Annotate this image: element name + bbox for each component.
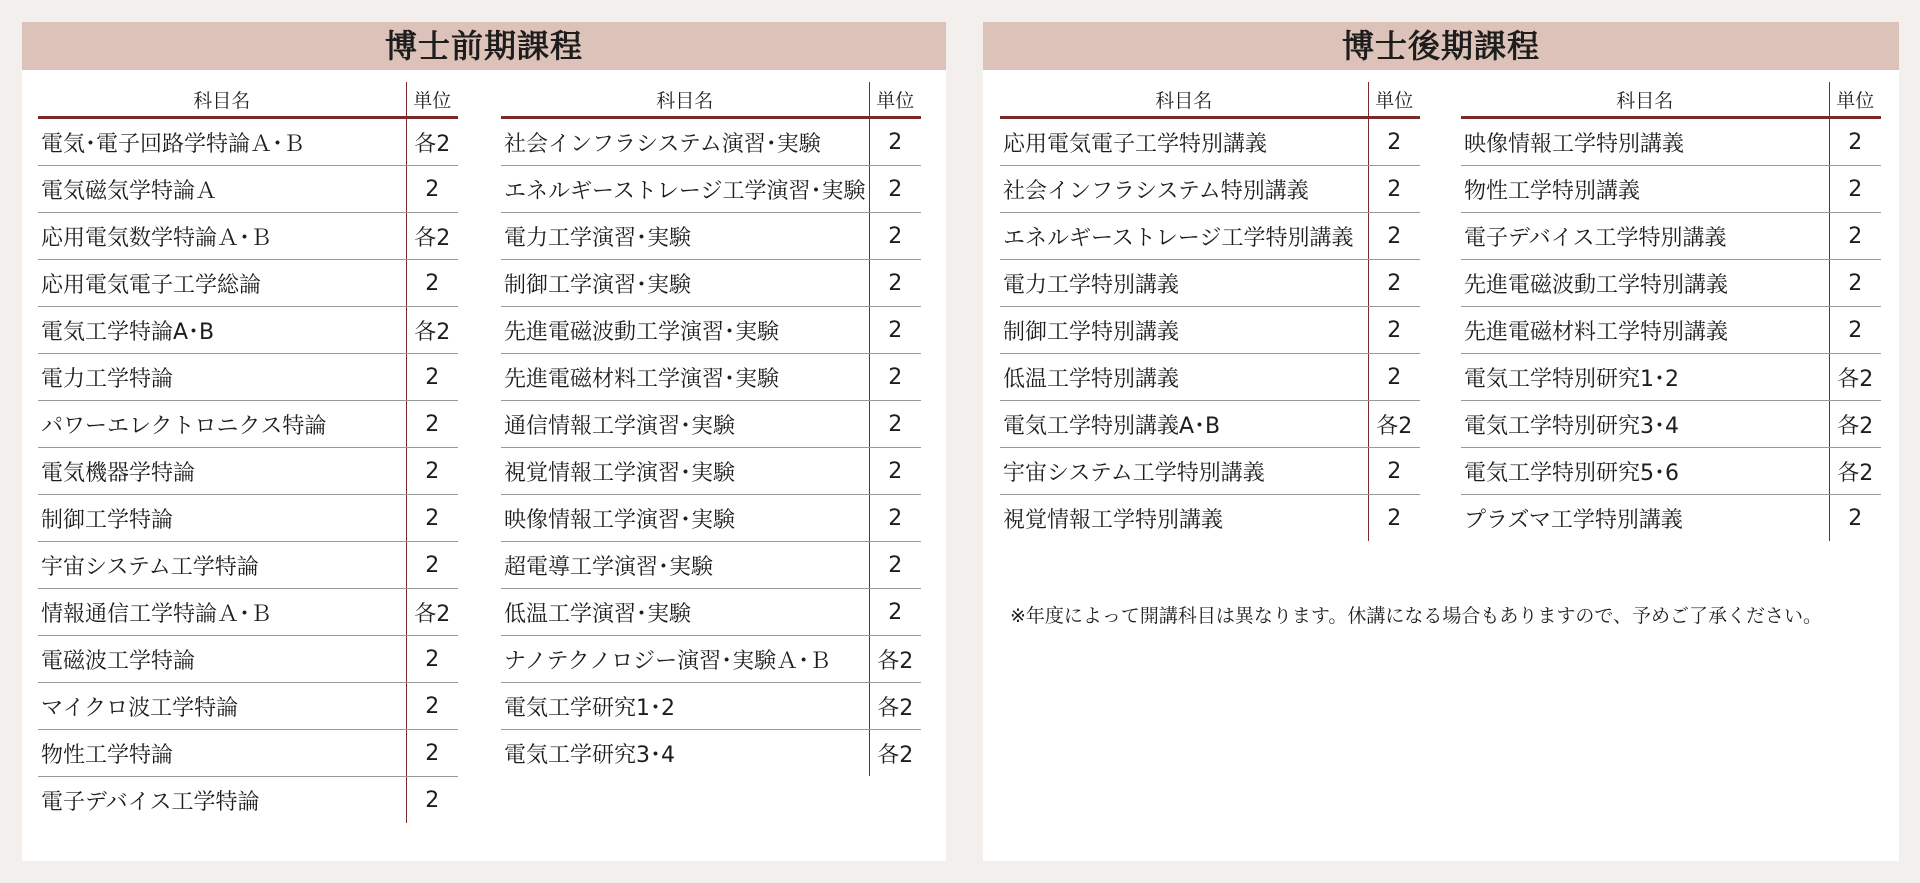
table-row <box>38 683 458 730</box>
table-row <box>501 118 921 166</box>
credits: 2 <box>869 213 921 260</box>
table-row <box>1000 495 1420 542</box>
credits: 2 <box>1829 118 1881 166</box>
credits: 2 <box>406 542 458 589</box>
table-row <box>38 589 458 636</box>
subject-name: 応用電気数学特論Ａ･Ｂ <box>38 213 406 260</box>
table-row <box>38 495 458 542</box>
credits: 2 <box>869 166 921 213</box>
subject-name: 先進電磁材料工学演習･実験 <box>501 354 869 401</box>
schedule-note: ※年度によって開講科目は異なります。休講になる場合もありますので、予めご了承ください。 <box>1010 605 1823 627</box>
table-row <box>38 260 458 307</box>
credits: 2 <box>869 354 921 401</box>
table-row <box>1461 448 1881 495</box>
table-row <box>501 542 921 589</box>
table-row <box>1461 118 1881 166</box>
table-row <box>1461 401 1881 448</box>
subject-name: 先進電磁波動工学演習･実験 <box>501 307 869 354</box>
subject-name: 電気工学特論A･B <box>38 307 406 354</box>
subject-name: 制御工学演習･実験 <box>501 260 869 307</box>
credits: 2 <box>869 589 921 636</box>
credits: 各2 <box>869 683 921 730</box>
credits: 2 <box>406 495 458 542</box>
table-row <box>38 777 458 824</box>
subject-name: 宇宙システム工学特論 <box>38 542 406 589</box>
subject-name: 先進電磁材料工学特別講義 <box>1461 307 1829 354</box>
table-row <box>501 401 921 448</box>
subject-name: マイクロ波工学特論 <box>38 683 406 730</box>
subject-name: 電気工学特別講義A･B <box>1000 401 1368 448</box>
credits: 各2 <box>1368 401 1420 448</box>
subject-name-header: 科目名 <box>1461 82 1829 118</box>
credits: 各2 <box>1829 354 1881 401</box>
subject-name: 電子デバイス工学特別講義 <box>1461 213 1829 260</box>
table-row <box>38 542 458 589</box>
credits: 2 <box>869 307 921 354</box>
subject-name: 視覚情報工学演習･実験 <box>501 448 869 495</box>
table-row <box>1461 213 1881 260</box>
subject-name: 電磁波工学特論 <box>38 636 406 683</box>
subject-name: 電気磁気学特論Ａ <box>38 166 406 213</box>
subject-name-header: 科目名 <box>38 82 406 118</box>
table-row <box>501 307 921 354</box>
credits: 2 <box>1829 213 1881 260</box>
table-row <box>38 448 458 495</box>
subject-name: 電気工学特別研究5･6 <box>1461 448 1829 495</box>
table-row <box>501 730 921 777</box>
subject-name: 制御工学特別講義 <box>1000 307 1368 354</box>
table-row <box>1000 260 1420 307</box>
master-course-title: 博士前期課程 <box>22 22 946 70</box>
subject-name: エネルギーストレージ工学演習･実験 <box>501 166 869 213</box>
credits: 2 <box>406 636 458 683</box>
doctoral-course-title: 博士後期課程 <box>983 22 1899 70</box>
subject-name: 視覚情報工学特別講義 <box>1003 507 1224 533</box>
table-row <box>1461 495 1881 542</box>
subject-name-header: 科目名 <box>501 82 869 118</box>
table-row <box>501 260 921 307</box>
subject-name: 電気工学特別研究1･2 <box>1461 354 1829 401</box>
credits-header: 単位 <box>869 82 921 118</box>
doctoral-course-table-2 <box>1461 82 1881 541</box>
credits-header: 単位 <box>1829 82 1881 118</box>
subject-name: ナノテクノロジー演習･実験Ａ･Ｂ <box>501 636 869 683</box>
table-row <box>1000 401 1420 448</box>
subject-name: パワーエレクトロニクス特論 <box>38 401 406 448</box>
subject-name: 物性工学特論 <box>38 730 406 777</box>
credits: 各2 <box>406 213 458 260</box>
table-row <box>501 354 921 401</box>
subject-name: 超電導工学演習･実験 <box>501 542 869 589</box>
subject-name: 社会インフラシステム演習･実験 <box>501 118 869 166</box>
credits: 2 <box>406 448 458 495</box>
subject-name: エネルギーストレージ工学特別講義 <box>1000 213 1368 260</box>
credits: 2 <box>406 354 458 401</box>
table-row <box>1000 448 1420 495</box>
credits: 2 <box>406 166 458 213</box>
credits: 2 <box>1368 166 1420 213</box>
table-row <box>38 213 458 260</box>
subject-name: 先進電磁波動工学特別講義 <box>1461 260 1829 307</box>
credits: 2 <box>406 777 458 824</box>
table-row <box>38 166 458 213</box>
table-row <box>501 589 921 636</box>
subject-name: 電気工学研究3･4 <box>504 742 675 768</box>
table-row <box>1000 354 1420 401</box>
credits-header: 単位 <box>406 82 458 118</box>
credits: 2 <box>869 118 921 166</box>
credits: 各2 <box>1829 448 1881 495</box>
credits: 2 <box>869 542 921 589</box>
credits: 2 <box>869 495 921 542</box>
credits: 2 <box>406 260 458 307</box>
table-row <box>1000 118 1420 166</box>
subject-name: 制御工学特論 <box>38 495 406 542</box>
subject-name: プラズマ工学特別講義 <box>1464 507 1683 533</box>
subject-name: 電気･電子回路学特論Ａ･Ｂ <box>38 118 406 166</box>
credits: 2 <box>406 730 458 777</box>
credits: 2 <box>1368 495 1420 542</box>
subject-name: 応用電気電子工学総論 <box>38 260 406 307</box>
table-row <box>38 636 458 683</box>
credits: 2 <box>406 401 458 448</box>
doctoral-course-table-1 <box>1000 82 1420 541</box>
table-row <box>501 683 921 730</box>
master-course-panel <box>22 22 946 861</box>
table-row <box>501 166 921 213</box>
subject-name: 通信情報工学演習･実験 <box>501 401 869 448</box>
table-row <box>1461 260 1881 307</box>
credits: 2 <box>1368 354 1420 401</box>
subject-name: 電力工学特別講義 <box>1000 260 1368 307</box>
table-row <box>1461 354 1881 401</box>
credits: 各2 <box>869 636 921 683</box>
credits: 各2 <box>1829 401 1881 448</box>
credits: 各2 <box>406 589 458 636</box>
credits: 2 <box>1368 448 1420 495</box>
subject-name: 電気工学特別研究3･4 <box>1461 401 1829 448</box>
credits: 2 <box>1368 118 1420 166</box>
subject-name: 電力工学特論 <box>38 354 406 401</box>
table-row <box>501 495 921 542</box>
credits: 2 <box>869 260 921 307</box>
subject-name: 電気機器学特論 <box>38 448 406 495</box>
credits: 2 <box>1829 495 1881 542</box>
table-row <box>1461 307 1881 354</box>
subject-name: 電子デバイス工学特論 <box>41 789 260 815</box>
subject-name: 低温工学特別講義 <box>1000 354 1368 401</box>
credits: 2 <box>869 448 921 495</box>
doctoral-course-panel <box>983 22 1899 861</box>
table-row <box>1000 213 1420 260</box>
table-row <box>38 401 458 448</box>
subject-name: 社会インフラシステム特別講義 <box>1000 166 1368 213</box>
table-row <box>1461 166 1881 213</box>
subject-name: 電力工学演習･実験 <box>501 213 869 260</box>
subject-name: 情報通信工学特論Ａ･Ｂ <box>38 589 406 636</box>
subject-name-header: 科目名 <box>1000 82 1368 118</box>
credits-header: 単位 <box>1368 82 1420 118</box>
table-row <box>1000 166 1420 213</box>
table-row <box>38 307 458 354</box>
subject-name: 電気工学研究1･2 <box>501 683 869 730</box>
credits: 各2 <box>869 730 921 777</box>
subject-name: 低温工学演習･実験 <box>501 589 869 636</box>
subject-name: 応用電気電子工学特別講義 <box>1000 118 1368 166</box>
credits: 2 <box>1829 260 1881 307</box>
credits: 2 <box>1368 307 1420 354</box>
subject-name: 映像情報工学特別講義 <box>1461 118 1829 166</box>
table-row <box>501 448 921 495</box>
table-row <box>501 213 921 260</box>
table-row <box>38 354 458 401</box>
table-row <box>1000 307 1420 354</box>
table-row <box>38 118 458 166</box>
table-row <box>38 730 458 777</box>
table-row <box>501 636 921 683</box>
subject-name: 物性工学特別講義 <box>1461 166 1829 213</box>
credits: 各2 <box>406 307 458 354</box>
master-course-table-2 <box>501 82 921 776</box>
credits: 2 <box>406 683 458 730</box>
credits: 2 <box>1368 260 1420 307</box>
credits: 2 <box>1829 307 1881 354</box>
credits: 2 <box>869 401 921 448</box>
master-course-table-1 <box>38 82 458 823</box>
subject-name: 宇宙システム工学特別講義 <box>1000 448 1368 495</box>
subject-name: 映像情報工学演習･実験 <box>501 495 869 542</box>
credits: 各2 <box>406 118 458 166</box>
credits: 2 <box>1829 166 1881 213</box>
credits: 2 <box>1368 213 1420 260</box>
